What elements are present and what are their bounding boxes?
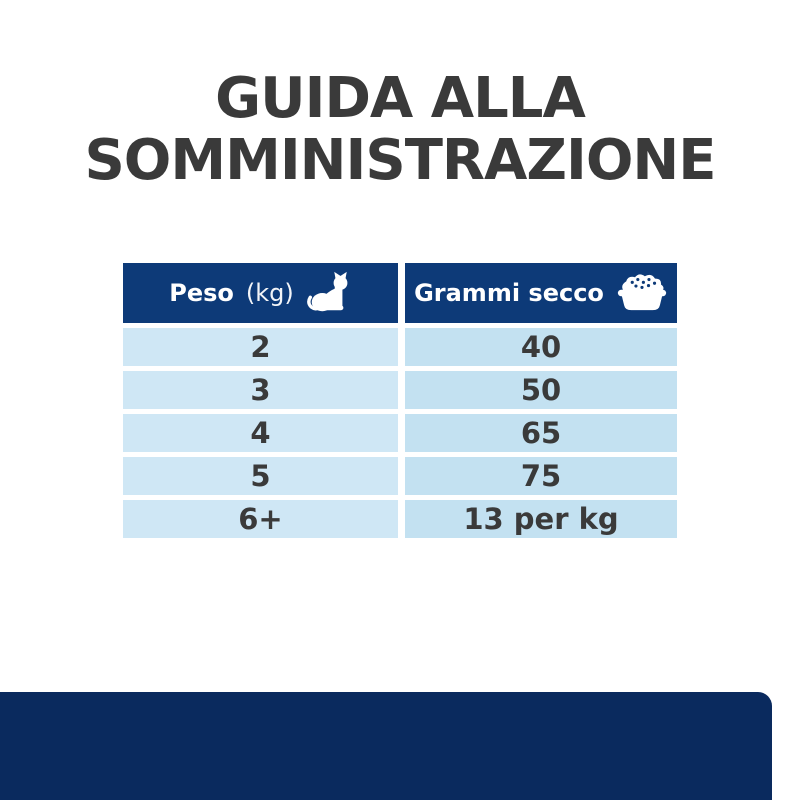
grams-header-label: Grammi secco	[414, 279, 604, 307]
weight-header-label: Peso	[169, 279, 234, 307]
cat-icon	[306, 270, 352, 316]
table-header-grams	[405, 263, 677, 323]
page-title	[0, 68, 800, 191]
page-title-line1: GUIDA ALLA	[215, 66, 585, 131]
table-row-grams: 65	[405, 414, 677, 452]
food-bowl-icon	[616, 273, 668, 313]
table-row-grams: 40	[405, 328, 677, 366]
table-row-grams: 75	[405, 457, 677, 495]
weight-unit-label: (kg)	[245, 279, 294, 307]
table-row-weight: 3	[123, 371, 398, 409]
feeding-table	[123, 263, 677, 538]
table-row-weight: 6+	[123, 500, 398, 538]
table-header-weight	[123, 263, 398, 323]
table-row-weight: 2	[123, 328, 398, 366]
table-row-grams: 50	[405, 371, 677, 409]
page-title-line2: SOMMINISTRAZIONE	[84, 127, 716, 193]
table-row-grams: 13 per kg	[405, 500, 677, 538]
table-row-weight: 5	[123, 457, 398, 495]
table-row-weight: 4	[123, 414, 398, 452]
brand-footer-bar	[0, 692, 772, 800]
